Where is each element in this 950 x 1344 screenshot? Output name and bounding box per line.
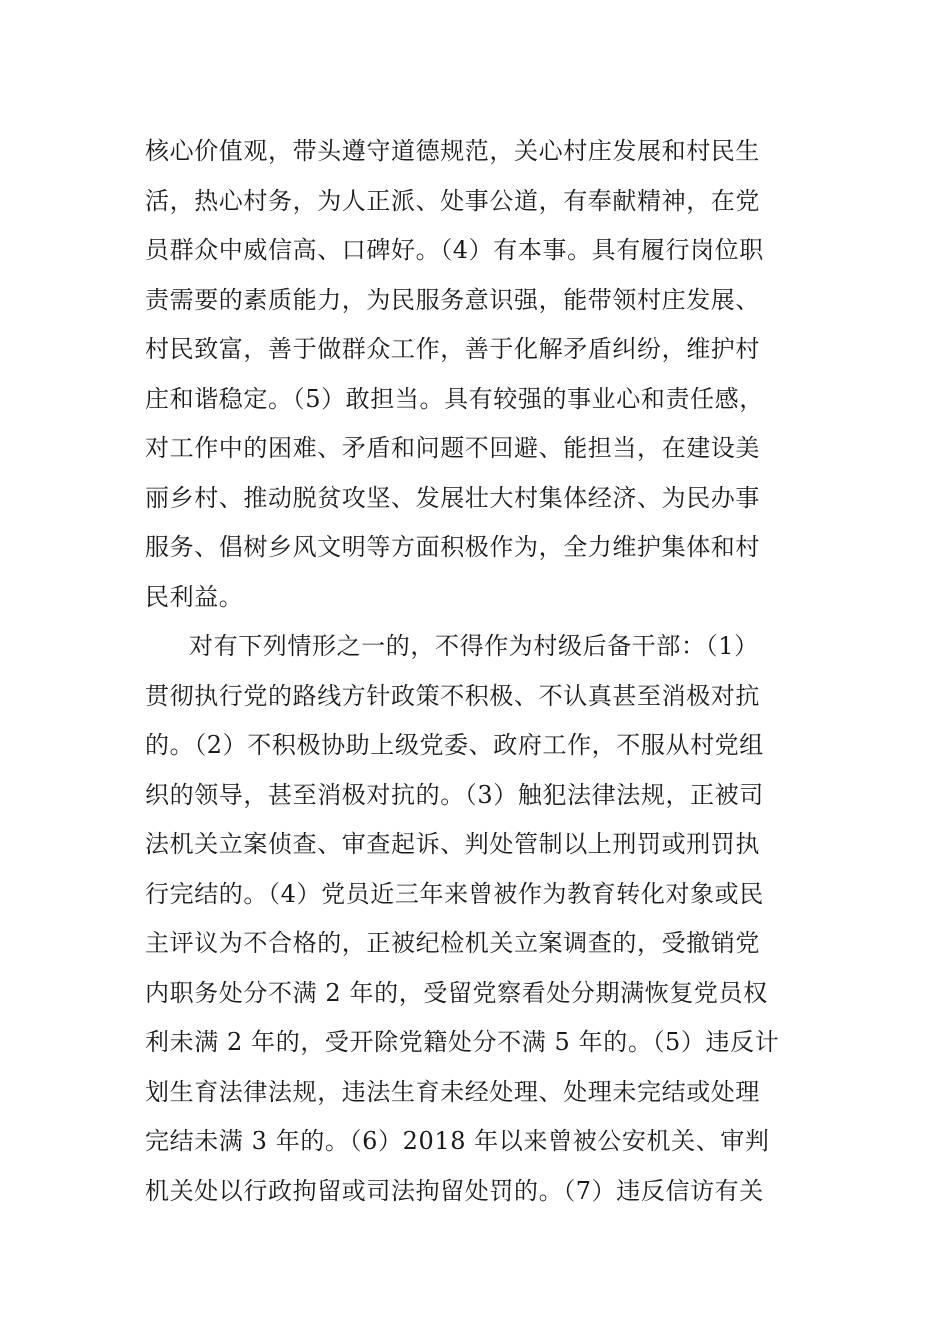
text-line: 责需要的素质能力，为民服务意识强，能带领村庄发展、	[145, 285, 760, 314]
text-line: 织的领导，甚至消极对抗的。（3）触犯法律法规，正被司	[145, 780, 764, 809]
text-line: 对工作中的困难、矛盾和问题不回避、能担当，在建设美	[145, 434, 760, 462]
text-line: 法机关立案侦查、审查起诉、判处管制以上刑罚或刑罚执	[145, 830, 760, 858]
text-line: 活，热心村务，为人正派、处事公道，有奉献精神，在党	[145, 186, 760, 215]
text-line: 核心价值观，带头遵守道德规范，关心村庄发展和村民生	[145, 137, 760, 165]
text-line: 主评议为不合格的，正被纪检机关立案调查的，受撤销党	[145, 929, 760, 957]
text-line: 贯彻执行党的路线方针政策不积极、不认真甚至消极对抗	[145, 681, 760, 710]
text-line: 庄和谐稳定。（5）敢担当。具有较强的事业心和责任感，	[145, 384, 764, 413]
text-line: 行完结的。（4）党员近三年来曾被作为教育转化对象或民	[145, 879, 764, 908]
paragraph-exclusions	[145, 622, 810, 1216]
text-line-indented: 对有下列情形之一的，不得作为村级后备干部：（1）	[189, 632, 759, 660]
text-line: 民利益。	[145, 582, 244, 611]
paragraph-qualifications	[145, 127, 810, 622]
text-line: 完结未满 3 年的。（6）2018 年以来曾被公安机关、审判	[145, 1127, 770, 1155]
document-body	[145, 127, 810, 1216]
text-line: 划生育法律法规，违法生育未经处理、处理未完结或处理	[145, 1077, 760, 1106]
text-line: 的。（2）不积极协助上级党委、政府工作，不服从村党组	[145, 731, 764, 759]
text-line: 利未满 2 年的，受开除党籍处分不满 5 年的。（5）违反计	[145, 1028, 780, 1056]
text-line: 员群众中威信高、口碑好。（4）有本事。具有履行岗位职	[145, 236, 764, 264]
text-line: 服务、倡树乡风文明等方面积极作为，全力维护集体和村	[145, 533, 760, 561]
text-line: 内职务处分不满 2 年的，受留党察看处分期满恢复党员权	[145, 978, 768, 1007]
text-line: 丽乡村、推动脱贫攻坚、发展壮大村集体经济、为民办事	[145, 483, 760, 512]
text-line: 机关处以行政拘留或司法拘留处罚的。（7）违反信访有关	[145, 1176, 764, 1205]
text-line: 村民致富，善于做群众工作，善于化解矛盾纠纷，维护村	[145, 335, 760, 363]
